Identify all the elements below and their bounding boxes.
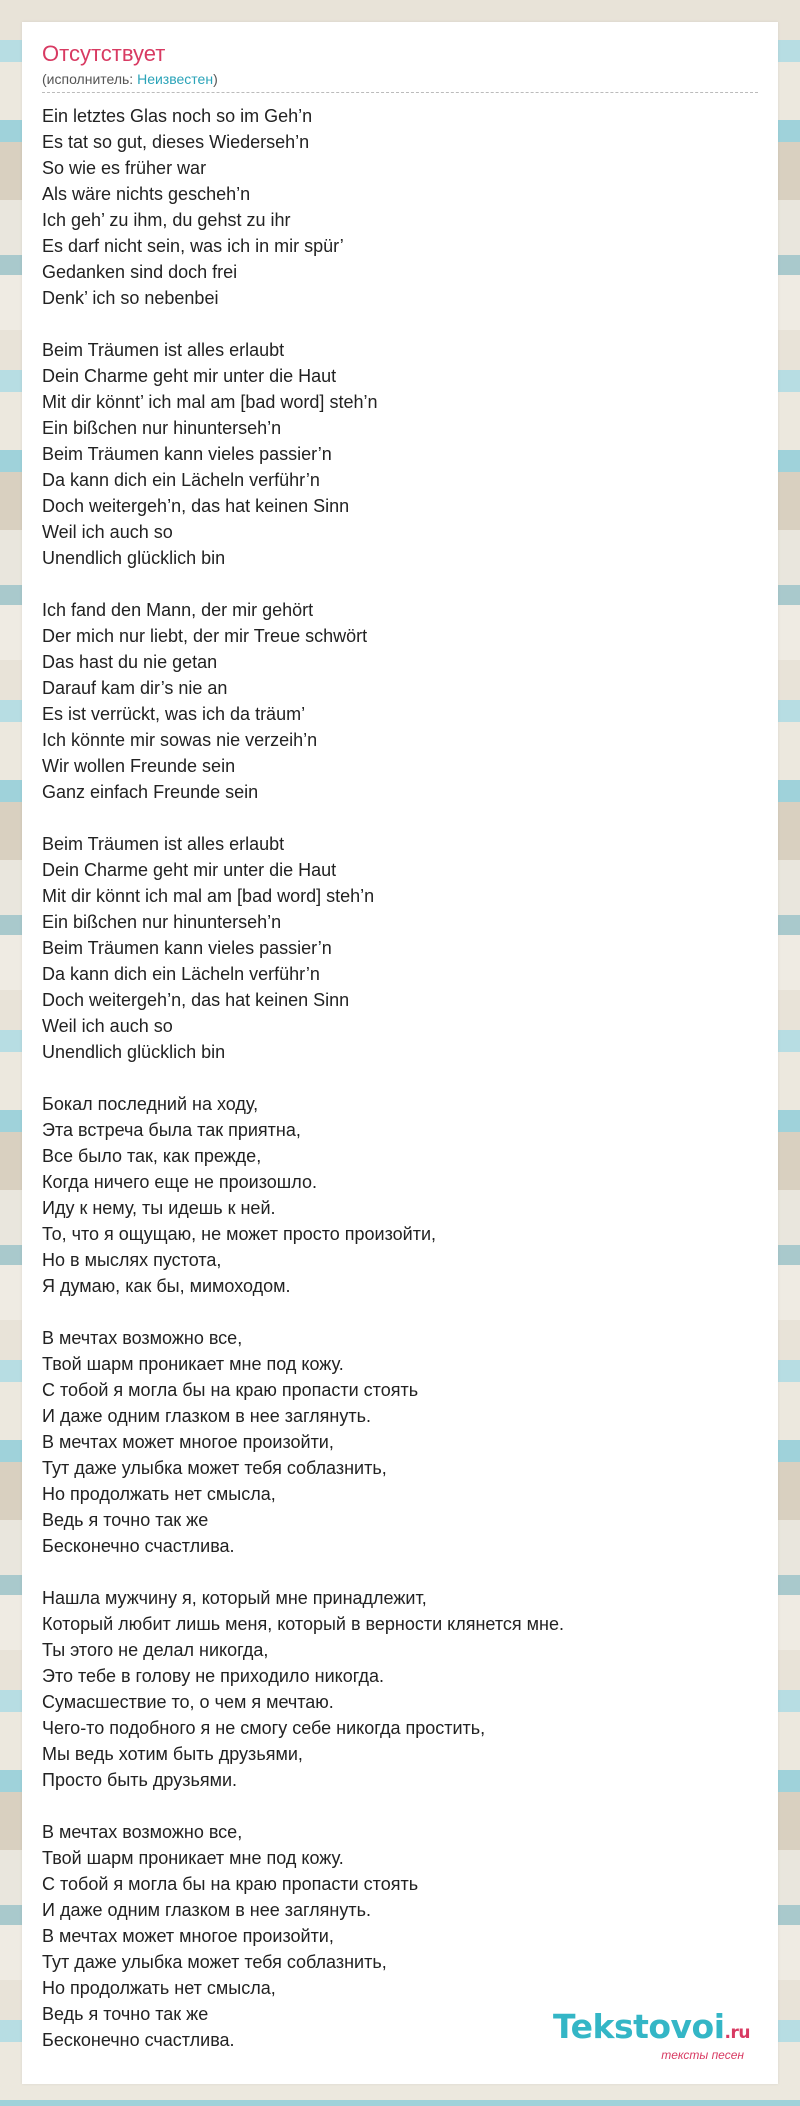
- lyric-line: Тут даже улыбка может тебя соблазнить,: [42, 1458, 387, 1478]
- lyric-line: Ein bißchen nur hinunterseh’n: [42, 912, 282, 932]
- lyric-line: Ich geh’ zu ihm, du gehst zu ihr: [42, 210, 291, 230]
- lyric-line: В мечтах может многое произойти,: [42, 1432, 334, 1452]
- lyric-line: В мечтах возможно все,: [42, 1822, 243, 1842]
- site-logo[interactable]: [553, 2007, 750, 2062]
- stanza: [42, 597, 742, 805]
- lyric-line: Бокал последний на ходу,: [42, 1094, 259, 1114]
- lyric-line: В мечтах возможно все,: [42, 1328, 243, 1348]
- lyric-line: Unendlich glücklich bin: [42, 1042, 226, 1062]
- lyric-line: Эта встреча была так приятна,: [42, 1120, 301, 1140]
- lyric-line: Es darf nicht sein, was ich in mir spür’: [42, 236, 344, 256]
- lyric-line: И даже одним глазком в нее заглянуть.: [42, 1900, 371, 1920]
- lyrics-card: [22, 22, 778, 2084]
- lyric-line: Weil ich auch so: [42, 1016, 173, 1036]
- artist-link[interactable]: Неизвестен: [137, 71, 214, 87]
- lyric-line: Beim Träumen kann vieles passier’n: [42, 444, 332, 464]
- lyric-line: Doch weitergeh’n, das hat keinen Sinn: [42, 990, 350, 1010]
- lyric-line: Da kann dich ein Lächeln verführ’n: [42, 470, 320, 490]
- lyric-line: Weil ich auch so: [42, 522, 173, 542]
- lyric-line: Beim Träumen ist alles erlaubt: [42, 340, 285, 360]
- lyric-line: Mit dir könnt’ ich mal am [bad word] steh’n: [42, 392, 378, 412]
- lyrics-body: [42, 103, 742, 2079]
- lyric-line: Ich könnte mir sowas nie verzeih’n: [42, 730, 318, 750]
- lyric-line: Das hast du nie getan: [42, 652, 218, 672]
- lyric-line: Als wäre nichts gescheh’n: [42, 184, 251, 204]
- logo-tagline: тексты песен: [661, 2048, 744, 2062]
- stanza: [42, 337, 742, 571]
- lyric-line: Der mich nur liebt, der mir Treue schwört: [42, 626, 368, 646]
- lyric-line: Мы ведь хотим быть друзьями,: [42, 1744, 303, 1764]
- lyric-line: Это тебе в голову не приходило никогда.: [42, 1666, 384, 1686]
- lyric-line: С тобой я могла бы на краю пропасти стоять: [42, 1380, 419, 1400]
- stanza: [42, 831, 742, 1065]
- stanza: [42, 1325, 742, 1559]
- lyric-line: Doch weitergeh’n, das hat keinen Sinn: [42, 496, 350, 516]
- lyric-line: Beim Träumen kann vieles passier’n: [42, 938, 332, 958]
- lyric-line: So wie es früher war: [42, 158, 207, 178]
- lyric-line: Unendlich glücklich bin: [42, 548, 226, 568]
- lyric-line: Я думаю, как бы, мимоходом.: [42, 1276, 291, 1296]
- lyric-line: Тут даже улыбка может тебя соблазнить,: [42, 1952, 387, 1972]
- lyric-line: Твой шарм проникает мне под кожу.: [42, 1848, 344, 1868]
- lyric-line: Все было так, как прежде,: [42, 1146, 262, 1166]
- artist-suffix: ): [213, 71, 218, 87]
- lyric-line: В мечтах может многое произойти,: [42, 1926, 334, 1946]
- lyric-line: Твой шарм проникает мне под кожу.: [42, 1354, 344, 1374]
- lyric-line: С тобой я могла бы на краю пропасти стоять: [42, 1874, 419, 1894]
- lyric-line: И даже одним глазком в нее заглянуть.: [42, 1406, 371, 1426]
- lyric-line: Ты этого не делал никогда,: [42, 1640, 269, 1660]
- logo-tld: .ru: [724, 2023, 750, 2043]
- lyric-line: Es tat so gut, dieses Wiederseh’n: [42, 132, 310, 152]
- stanza: [42, 103, 742, 311]
- lyric-line: Ведь я точно так же: [42, 2004, 209, 2024]
- logo-name: Tekstovoi: [553, 2007, 725, 2046]
- lyric-line: Denk’ ich so nebenbei: [42, 288, 219, 308]
- lyric-line: Da kann dich ein Lächeln verführ’n: [42, 964, 320, 984]
- stanza: [42, 1091, 742, 1299]
- lyric-line: Ich fand den Mann, der mir gehört: [42, 600, 314, 620]
- lyric-line: Beim Träumen ist alles erlaubt: [42, 834, 285, 854]
- lyric-line: Бесконечно счастлива.: [42, 2030, 235, 2050]
- lyric-line: Когда ничего еще не произошло.: [42, 1172, 317, 1192]
- lyric-line: Ganz einfach Freunde sein: [42, 782, 259, 802]
- lyric-line: Es ist verrückt, was ich da träum’: [42, 704, 306, 724]
- lyric-line: Нашла мужчину я, который мне принадлежит,: [42, 1588, 427, 1608]
- lyric-line: Просто быть друзьями.: [42, 1770, 238, 1790]
- lyric-line: Но в мыслях пустота,: [42, 1250, 222, 1270]
- lyric-line: Который любит лишь меня, который в верности клянется мне.: [42, 1614, 564, 1634]
- lyric-line: Ведь я точно так же: [42, 1510, 209, 1530]
- lyric-line: Чего-то подобного я не смогу себе никогда простить,: [42, 1718, 486, 1738]
- lyric-line: Gedanken sind doch frei: [42, 262, 238, 282]
- logo-wordmark: [553, 2007, 750, 2050]
- artist-prefix: (исполнитель:: [42, 71, 138, 87]
- lyric-line: Mit dir könnt ich mal am [bad word] steh’n: [42, 886, 375, 906]
- lyric-line: То, что я ощущаю, не может просто произойти,: [42, 1224, 437, 1244]
- divider: [42, 92, 758, 93]
- stanza: [42, 1585, 742, 1793]
- lyric-line: Darauf kam dir’s nie an: [42, 678, 228, 698]
- song-title: Отсутствует: [42, 41, 166, 66]
- lyric-line: Dein Charme geht mir unter die Haut: [42, 366, 337, 386]
- lyric-line: Сумасшествие то, о чем я мечтаю.: [42, 1692, 334, 1712]
- lyric-line: Но продолжать нет смысла,: [42, 1484, 276, 1504]
- lyric-line: Ein bißchen nur hinunterseh’n: [42, 418, 282, 438]
- lyric-line: Но продолжать нет смысла,: [42, 1978, 276, 1998]
- lyric-line: Dein Charme geht mir unter die Haut: [42, 860, 337, 880]
- lyric-line: Wir wollen Freunde sein: [42, 756, 236, 776]
- lyric-line: Ein letztes Glas noch so im Geh’n: [42, 106, 313, 126]
- lyric-line: Бесконечно счастлива.: [42, 1536, 235, 1556]
- artist-line: [42, 70, 218, 88]
- lyric-line: Иду к нему, ты идешь к ней.: [42, 1198, 276, 1218]
